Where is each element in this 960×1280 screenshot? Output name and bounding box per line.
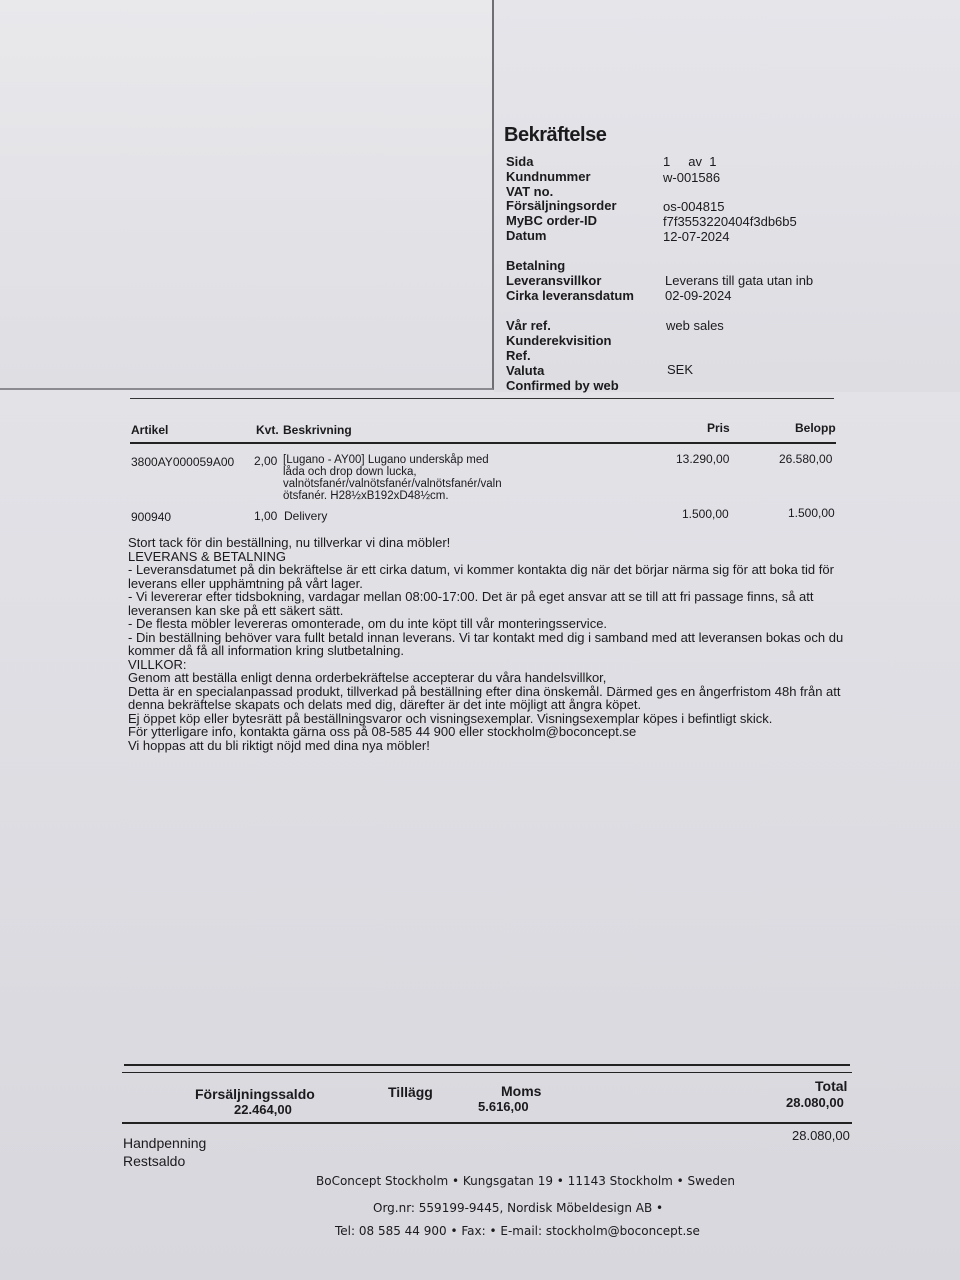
field-value-valuta: SEK: [667, 362, 694, 377]
field-label-cirka-leveransdatum: Cirka leveransdatum: [506, 288, 634, 303]
cell-beskrivning-line: valnötsfanér/valnötsfanér/valnötsfanér/valn: [283, 478, 502, 490]
field-value-var-ref: web sales: [666, 318, 724, 333]
cell-beskrivning-line: ötsfanér. H28½xB192xD48½cm.: [283, 490, 449, 502]
saldo-label: Försäljningssaldo: [195, 1086, 315, 1102]
field-label-datum: Datum: [506, 228, 547, 243]
cell-beskrivning: Delivery: [284, 509, 328, 523]
document-title: Bekräftelse: [504, 124, 607, 146]
order-message: [128, 536, 888, 752]
totals-top-rule: [124, 1064, 850, 1066]
field-label-sida: Sida: [506, 154, 534, 169]
field-value-mybc-order-id: f7f3553220404f3db6b5: [663, 214, 797, 229]
field-label-forsaljningsorder: Försäljningsorder: [506, 198, 617, 213]
moms-label: Moms: [501, 1083, 542, 1099]
handpenning-label: Handpenning: [123, 1135, 207, 1151]
totals-bottom-rule: [122, 1122, 852, 1124]
message-line: kommer då få all information kring slutbetalning.: [128, 643, 405, 658]
message-line: - Leveransdatumet på din bekräftelse är ett cirka datum, vi kommer kontakta dig när det börjar närma sig för att boka tid för: [128, 562, 834, 577]
cell-beskrivning-line: låda och drop down lucka,: [283, 466, 417, 478]
field-label-mybc-order-id: MyBC order-ID: [506, 213, 598, 228]
tillagg-label: Tillägg: [388, 1084, 433, 1100]
table-top-rule: [130, 398, 834, 399]
field-label-confirmed-by-web: Confirmed by web: [506, 378, 619, 393]
restsaldo-label: Restsaldo: [123, 1153, 186, 1169]
table-header-rule: [130, 442, 836, 444]
message-line: Genom att beställa enligt denna orderbekräftelse accepterar du våra handelsvillkor,: [128, 670, 607, 685]
field-label-leveransvillkor: Leveransvillkor: [506, 273, 602, 288]
handpenning-value: 28.080,00: [792, 1128, 850, 1143]
cell-pris: 1.500,00: [682, 507, 729, 521]
message-line: - De flesta möbler levereras omonterade, om du inte köpt till vår monteringsservice.: [128, 616, 608, 631]
field-label-var-ref: Vår ref.: [506, 318, 551, 333]
moms-value: 5.616,00: [478, 1099, 529, 1114]
cell-artikel: 900940: [131, 510, 172, 524]
message-line: Stort tack för din beställning, nu tillverkar vi dina möbler!: [128, 535, 451, 550]
field-label-betalning: Betalning: [506, 258, 566, 273]
message-line: Ej öppet köp eller bytesrätt på beställningsvaror och visningsexemplar. Visningsexemplar köpes i befintligt skick.: [128, 710, 773, 726]
footer-org-nr: Org.nr: 559199-9445, Nordisk Möbeldesign AB •: [373, 1201, 664, 1215]
saldo-value: 22.464,00: [234, 1102, 292, 1117]
cell-pris: 13.290,00: [676, 452, 730, 466]
message-line: Detta är en specialanpassad produkt, tillverkad på beställning efter dina önskemål. Därmed ges en ångerfristom 48h från att: [128, 683, 841, 699]
field-label-ref: Ref.: [506, 348, 531, 363]
message-line: VILLKOR:: [128, 656, 187, 672]
message-line: - Din beställning behöver vara fullt betald innan leverans. Vi tar kontakt med dig i samband med att leveransen bokas och du: [128, 629, 844, 645]
overlapping-sheet: [0, 0, 494, 390]
total-value: 28.080,00: [786, 1095, 844, 1110]
cell-beskrivning: [283, 454, 502, 502]
cell-beskrivning-line: [Lugano - AY00] Lugano underskåp med: [283, 454, 489, 466]
field-label-valuta: Valuta: [506, 363, 545, 378]
message-line: leveransen kan ske på ett säkert sätt.: [128, 602, 344, 618]
cell-artikel: 3800AY000059A00: [131, 455, 235, 469]
total-label: Total: [815, 1078, 848, 1094]
message-line: Vi hoppas att du bli riktigt nöjd med dina nya möbler!: [128, 737, 430, 753]
field-label-kunderekvisition: Kunderekvisition: [506, 333, 612, 348]
field-value-cirka-leveransdatum: 02-09-2024: [665, 288, 732, 303]
totals-second-rule: [122, 1072, 852, 1073]
cell-kvt: 2,00: [254, 454, 278, 468]
field-label-vat: VAT no.: [506, 184, 554, 199]
message-line: leverans eller upphämtning på vårt lager.: [128, 575, 363, 591]
field-label-kundnummer: Kundnummer: [506, 169, 591, 184]
message-line: denna bekräftelse skapats och delats med dig, därefter är det inte möjligt att ångra köpet.: [128, 697, 642, 712]
message-line: LEVERANS & BETALNING: [128, 548, 286, 564]
footer-contact: Tel: 08 585 44 900 • Fax: • E-mail: stockholm@boconcept.se: [335, 1224, 700, 1238]
field-value-kundnummer: w-001586: [663, 170, 721, 185]
col-header-belopp: Belopp: [795, 421, 836, 435]
cell-belopp: 1.500,00: [788, 506, 835, 520]
col-header-artikel: Artikel: [131, 423, 169, 437]
cell-belopp: 26.580,00: [779, 452, 833, 466]
col-header-beskrivning: Beskrivning: [283, 423, 352, 437]
field-value-datum: 12-07-2024: [663, 229, 730, 244]
col-header-kvt: Kvt.: [256, 423, 279, 437]
field-value-forsaljningsorder: os-004815: [663, 199, 725, 214]
col-header-pris: Pris: [707, 421, 730, 435]
message-line: - Vi levererar efter tidsbokning, vardagar mellan 08:00-17:00. Det är på eget ansvar att se till att fri passage finns, så att: [128, 589, 814, 604]
footer-address: BoConcept Stockholm • Kungsgatan 19 • 11143 Stockholm • Sweden: [316, 1174, 735, 1188]
cell-kvt: 1,00: [254, 509, 278, 523]
field-value-sida: 1 av 1: [663, 154, 717, 169]
message-line: För ytterligare info, kontakta gärna oss på 08-585 44 900 eller stockholm@boconcept.se: [128, 724, 637, 739]
field-value-leveransvillkor: Leverans till gata utan inb: [665, 273, 814, 288]
